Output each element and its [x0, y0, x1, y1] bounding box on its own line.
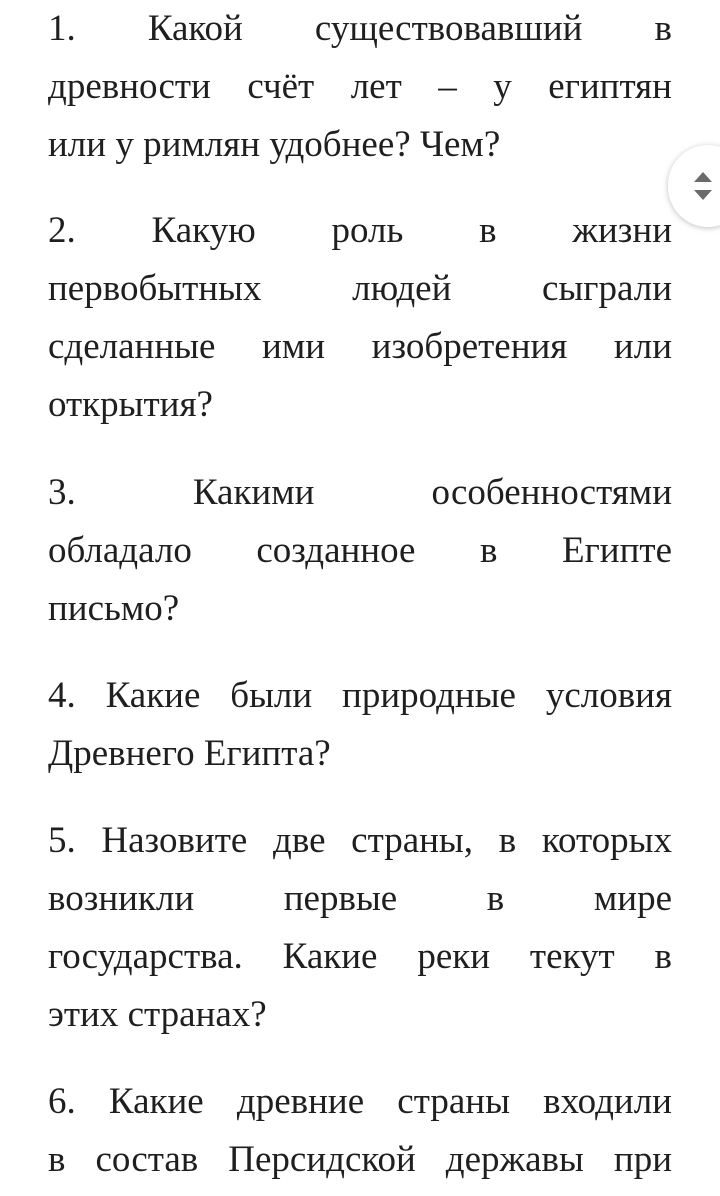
question-3-line-3: письмо? — [48, 588, 180, 629]
question-1 — [48, 0, 672, 174]
question-6-line-1: 6. Какие древние страны входили — [48, 1081, 672, 1122]
question-2-line-3: сделанные ими изобретения или — [48, 326, 672, 367]
question-2-line-4: открытия? — [48, 384, 213, 425]
question-3-line-2: обладало созданное в Египте — [48, 530, 672, 571]
question-2-line-1: 2. Какую роль в жизни — [48, 210, 672, 251]
question-4 — [48, 667, 672, 783]
up-down-arrows-icon — [692, 170, 714, 202]
question-5-line-2: возникли первые в мире — [48, 878, 672, 919]
question-4-line-1: 4. Какие были природные условия — [48, 675, 672, 716]
question-2-line-2: первобытных людей сыграли — [48, 268, 672, 309]
question-5-line-3: государства. Какие реки текут в — [48, 936, 672, 977]
question-5-line-4: этих странах? — [48, 994, 267, 1035]
fast-scroll-handle[interactable] — [668, 145, 720, 227]
question-1-line-1: 1. Какой существовавший в — [48, 8, 672, 49]
question-1-line-2: древности счёт лет – у египтян — [48, 66, 672, 107]
question-4-line-2: Древнего Египта? — [48, 733, 331, 774]
question-2 — [48, 202, 672, 434]
question-1-line-3: или у римлян удобнее? Чем? — [48, 124, 501, 165]
question-3-line-1: 3. Какими особенностями — [48, 472, 672, 513]
question-6 — [48, 1073, 672, 1189]
question-3 — [48, 464, 672, 638]
question-5-line-1: 5. Назовите две страны, в которых — [48, 820, 672, 861]
question-6-line-2: в состав Персидской державы при — [48, 1139, 672, 1180]
question-5 — [48, 812, 672, 1044]
